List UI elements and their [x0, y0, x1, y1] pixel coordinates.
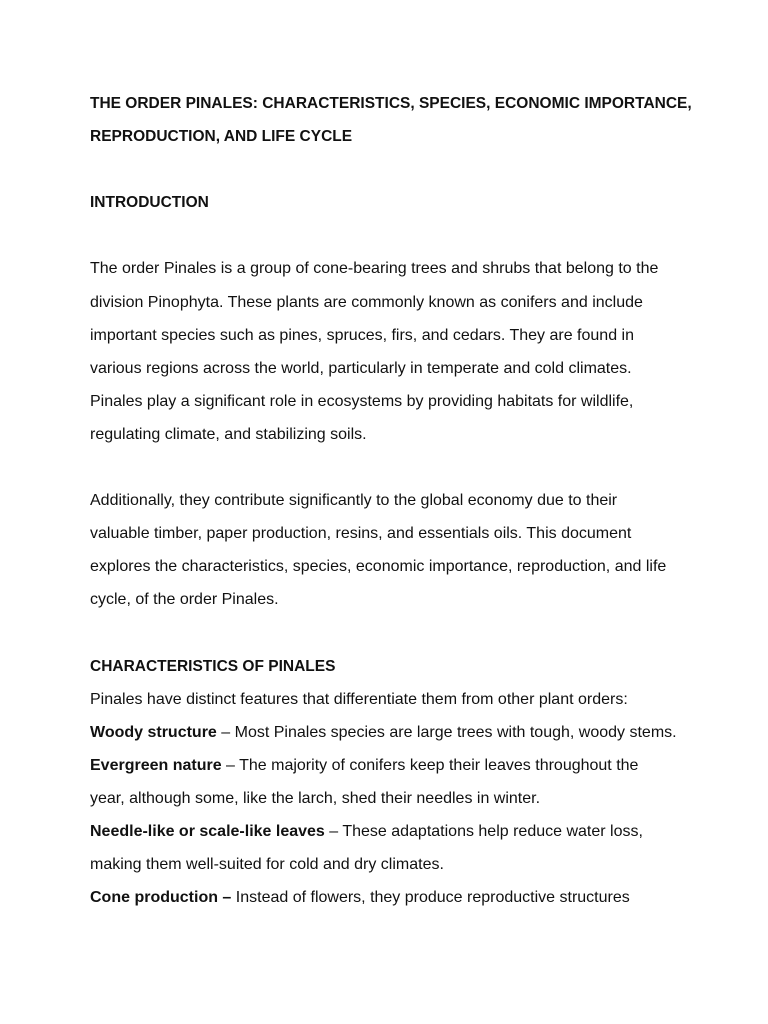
paragraph-line: various regions across the world, particularly in temperate and cold climates. [90, 359, 632, 377]
characteristics-intro: Pinales have distinct features that differentiate them from other plant orders: [90, 690, 628, 708]
characteristic-item [90, 820, 690, 853]
characteristic-term: Woody structure [90, 723, 217, 741]
spacer [90, 158, 690, 191]
characteristic-item [90, 886, 690, 919]
characteristic-description: Instead of flowers, they produce reproductive structures [231, 889, 630, 907]
paragraph-line: regulating climate, and stabilizing soils. [90, 425, 367, 443]
characteristic-continuation: year, although some, like the larch, shed their needles in winter. [90, 789, 541, 807]
characteristic-term: Cone production – [90, 889, 232, 907]
title-line: THE ORDER PINALES: CHARACTERISTICS, SPECIES, ECONOMIC IMPORTANCE, [90, 95, 692, 112]
paragraph-line: The order Pinales is a group of cone-bearing trees and shrubs that belong to the [90, 260, 659, 278]
paragraph-line: Additionally, they contribute significantly to the global economy due to their [90, 492, 618, 510]
paragraph-line: important species such as pines, spruces, firs, and cedars. They are found in [90, 326, 634, 344]
section-heading-characteristics: CHARACTERISTICS OF PINALES [90, 657, 336, 675]
paragraph-line: cycle, of the order Pinales. [90, 591, 279, 609]
characteristic-item [90, 721, 690, 754]
intro-paragraph-2 [90, 489, 690, 621]
paragraph-line: division Pinophyta. These plants are commonly known as conifers and include [90, 293, 643, 311]
document-body [90, 92, 690, 919]
paragraph-line: valuable timber, paper production, resins, and essentials oils. This document [90, 525, 632, 543]
paragraph-line: Pinales play a significant role in ecosystems by providing habitats for wildlife, [90, 392, 634, 410]
title-line: REPRODUCTION, AND LIFE CYCLE [90, 128, 353, 146]
spacer [90, 622, 690, 655]
spacer [90, 224, 690, 257]
characteristic-item [90, 754, 690, 787]
section-heading-introduction: INTRODUCTION [90, 194, 209, 212]
intro-paragraph-1 [90, 257, 690, 456]
spacer [90, 456, 690, 489]
characteristic-description: – These adaptations help reduce water loss, [324, 823, 643, 841]
document-title [90, 92, 690, 158]
characteristic-description: – Most Pinales species are large trees with tough, woody stems. [216, 723, 677, 741]
paragraph-line: explores the characteristics, species, economic importance, reproduction, and life [90, 558, 667, 576]
characteristic-description: – The majority of conifers keep their leaves throughout the [221, 756, 639, 774]
characteristic-term: Needle-like or scale-like leaves [90, 823, 325, 841]
characteristics-list [90, 721, 690, 920]
characteristic-continuation: making them well-suited for cold and dry climates. [90, 856, 444, 874]
characteristic-term: Evergreen nature [90, 756, 222, 774]
